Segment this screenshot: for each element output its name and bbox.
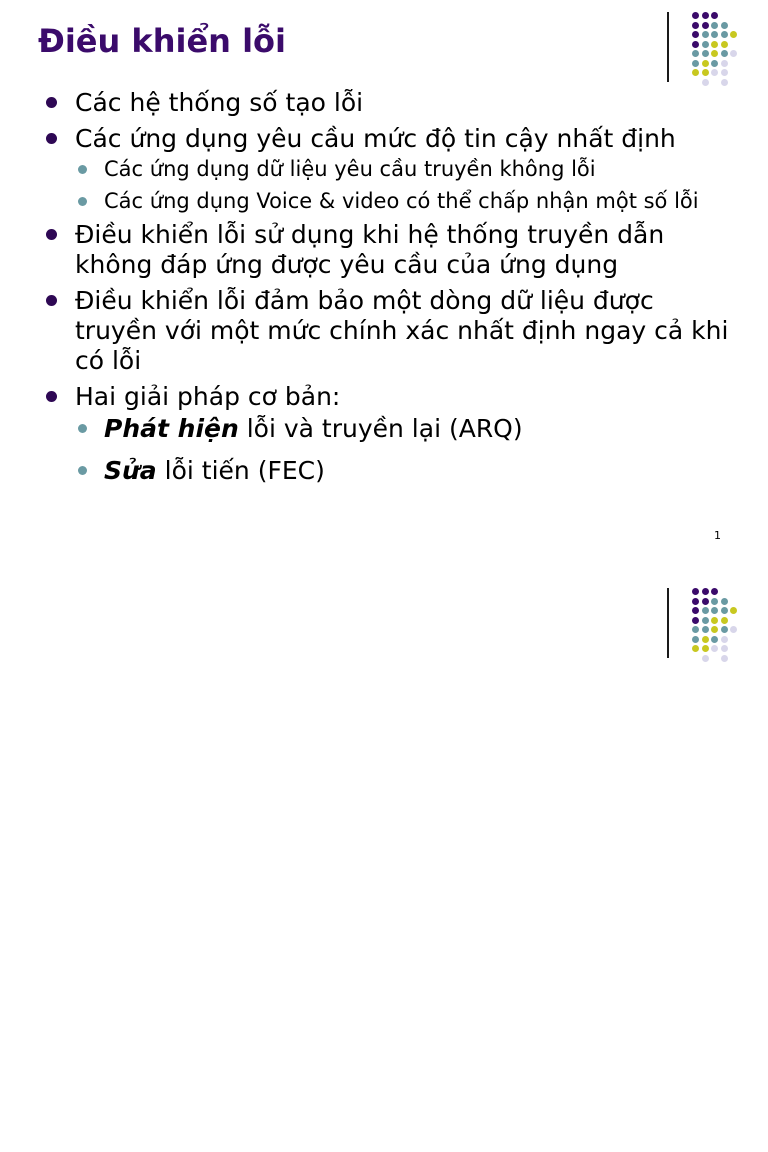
decorative-dot [711, 617, 718, 624]
sub-list-item [75, 414, 734, 444]
header-divider [667, 12, 669, 82]
decorative-dot [692, 12, 699, 19]
slide-title: Điều khiển lỗi [38, 22, 286, 60]
bullet-icon [46, 295, 57, 306]
sub-list-item [75, 188, 734, 214]
decorative-dot [692, 31, 699, 38]
decorative-dot [730, 626, 737, 633]
decorative-dot [721, 79, 728, 86]
decorative-dot [702, 636, 709, 643]
bullet-icon [46, 133, 57, 144]
list-item [44, 382, 734, 486]
decorative-dot [721, 598, 728, 605]
decorative-dot [721, 31, 728, 38]
emphasis-text: Phát hiện [104, 414, 239, 443]
decorative-dot [702, 79, 709, 86]
decorative-dot [702, 645, 709, 652]
sub-bullet-list [75, 156, 734, 214]
bullet-text: Các hệ thống số tạo lỗi [75, 88, 364, 117]
decorative-dot [702, 50, 709, 57]
decorative-dot [711, 598, 718, 605]
sub-list-item [75, 456, 734, 486]
decorative-dot [711, 31, 718, 38]
list-item [44, 220, 734, 280]
decorative-dot [721, 607, 728, 614]
decorative-dot [702, 60, 709, 67]
decorative-dot [702, 655, 709, 662]
decorative-dot [702, 607, 709, 614]
decorative-dot [721, 41, 728, 48]
decorative-dot [692, 50, 699, 57]
sub-bullet-icon [78, 466, 87, 475]
decorative-dot [692, 607, 699, 614]
decorative-dot [721, 22, 728, 29]
header-divider [667, 588, 669, 658]
list-item [44, 286, 734, 376]
bullet-text: Điều khiển lỗi đảm bảo một dòng dữ liệu được truyền với một mức chính xác nhất định ngay cả khi có lỗi [75, 286, 729, 375]
slide-2 [0, 576, 768, 1152]
page-number: 1 [714, 529, 721, 542]
decorative-dot [711, 50, 718, 57]
decorative-dot [692, 636, 699, 643]
decorative-dot [702, 12, 709, 19]
decorative-dot [711, 645, 718, 652]
decorative-dot [692, 588, 699, 595]
bullet-text: Các ứng dụng yêu cầu mức độ tin cậy nhất định [75, 124, 676, 153]
decorative-dot [702, 69, 709, 76]
sub-bullet-icon [78, 165, 87, 174]
decorative-dot [711, 607, 718, 614]
decorative-dot [721, 69, 728, 76]
decorative-dot [721, 636, 728, 643]
sub-bullet-text: lỗi tiến (FEC) [156, 456, 325, 485]
decorative-dot [692, 41, 699, 48]
decorative-dot [721, 645, 728, 652]
decorative-dot [730, 31, 737, 38]
bullet-text: Điều khiển lỗi sử dụng khi hệ thống truyền dẫn không đáp ứng được yêu cầu của ứng dụng [75, 220, 665, 279]
decorative-dot [721, 626, 728, 633]
sub-bullet-icon [78, 424, 87, 433]
decorative-dot [692, 598, 699, 605]
decorative-dot [692, 617, 699, 624]
decorative-dot [692, 69, 699, 76]
decorative-dot [692, 60, 699, 67]
sub-bullet-text: Các ứng dụng Voice & video có thể chấp nhận một số lỗi [104, 189, 699, 213]
decorative-dot [721, 655, 728, 662]
sub-bullet-text: Các ứng dụng dữ liệu yêu cầu truyền không lỗi [104, 157, 596, 181]
decorative-dot-grid [690, 12, 750, 92]
decorative-dot [711, 12, 718, 19]
decorative-dot [702, 598, 709, 605]
decorative-dot [711, 41, 718, 48]
decorative-dot [702, 41, 709, 48]
decorative-dot [711, 636, 718, 643]
decorative-dot [730, 50, 737, 57]
decorative-dot [702, 617, 709, 624]
decorative-dot [702, 626, 709, 633]
bullet-icon [46, 229, 57, 240]
decorative-dot [711, 22, 718, 29]
decorative-dot-grid [690, 588, 750, 668]
decorative-dot [692, 22, 699, 29]
list-item [44, 88, 734, 118]
decorative-dot [692, 626, 699, 633]
decorative-dot [711, 588, 718, 595]
list-item [44, 124, 734, 214]
bullet-list [44, 88, 734, 498]
decorative-dot [702, 588, 709, 595]
decorative-dot [711, 60, 718, 67]
decorative-dot [721, 60, 728, 67]
decorative-dot [711, 69, 718, 76]
decorative-dot [711, 626, 718, 633]
bullet-icon [46, 97, 57, 108]
decorative-dot [721, 50, 728, 57]
decorative-dot [721, 617, 728, 624]
sub-bullet-icon [78, 197, 87, 206]
sub-bullet-text: lỗi và truyền lại (ARQ) [238, 414, 523, 443]
sub-list-item [75, 156, 734, 182]
bullet-text: Hai giải pháp cơ bản: [75, 382, 341, 411]
sub-bullet-list [75, 414, 734, 486]
decorative-dot [702, 22, 709, 29]
decorative-dot [692, 645, 699, 652]
emphasis-text: Sửa [104, 456, 157, 485]
bullet-icon [46, 391, 57, 402]
decorative-dot [702, 31, 709, 38]
decorative-dot [730, 607, 737, 614]
